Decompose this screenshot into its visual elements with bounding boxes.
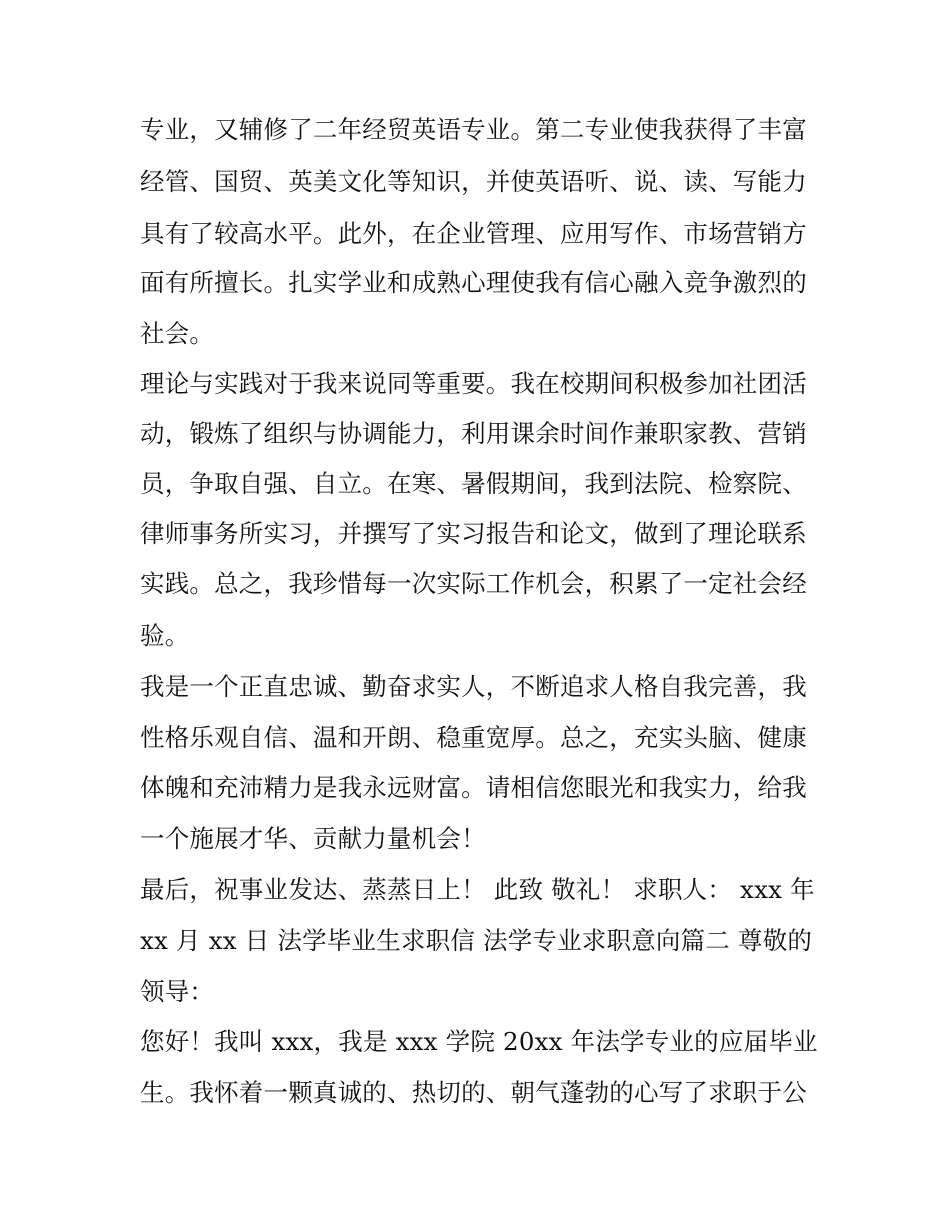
text-line: 理论与实践对于我来说同等重要。我在校期间积极参加社团活 (140, 369, 807, 398)
text-line: 验。 (140, 621, 190, 650)
text-line: 具有了较高水平。此外，在企业管理、应用写作、市场营销方 (140, 219, 807, 248)
text-line: 性格乐观自信、温和开朗、稳重宽厚。总之，充实头脑、健康 (140, 723, 807, 752)
text-line: 一个施展才华、贡献力量机会！ (140, 824, 486, 853)
text-line: 面有所擅长。扎实学业和成熟心理使我有信心融入竞争激烈的 (140, 268, 807, 297)
text-line: 我是一个正直忠诚、勤奋求实人，不断追求人格自我完善，我 (140, 672, 807, 701)
text-line: 生。我怀着一颗真诚的、热切的、朝气蓬勃的心写了求职于公 (140, 1078, 807, 1107)
text-line: 员，争取自强、自立。在寒、暑假期间，我到法院、检察院、 (140, 469, 807, 498)
text-line: 领导： (140, 977, 215, 1006)
text-line: 动，锻炼了组织与协调能力，利用课余时间作兼职家教、营销 (140, 419, 807, 448)
text-line: 实践。总之，我珍惜每一次实际工作机会，积累了一定社会经 (140, 569, 807, 598)
text-line: 最后，祝事业发达、蒸蒸日上！ 此致 敬礼！ 求职人： xxx 年 (140, 875, 815, 904)
text-line: 社会。 (140, 319, 215, 348)
text-line: 律师事务所实习，并撰写了实习报告和论文，做到了理论联系 (140, 519, 807, 548)
text-line: 您好！我叫 xxx，我是 xxx 学院 20xx 年法学专业的应届毕业 (140, 1027, 818, 1056)
text-line: 体魄和充沛精力是我永远财富。请相信您眼光和我实力，给我 (140, 773, 807, 802)
text-line: 经管、国贸、英美文化等知识，并使英语听、说、读、写能力 (140, 167, 807, 196)
text-line: 专业，又辅修了二年经贸英语专业。第二专业使我获得了丰富 (140, 115, 807, 144)
text-line: xx 月 xx 日 法学毕业生求职信 法学专业求职意向篇二 尊敬的 (140, 926, 813, 955)
